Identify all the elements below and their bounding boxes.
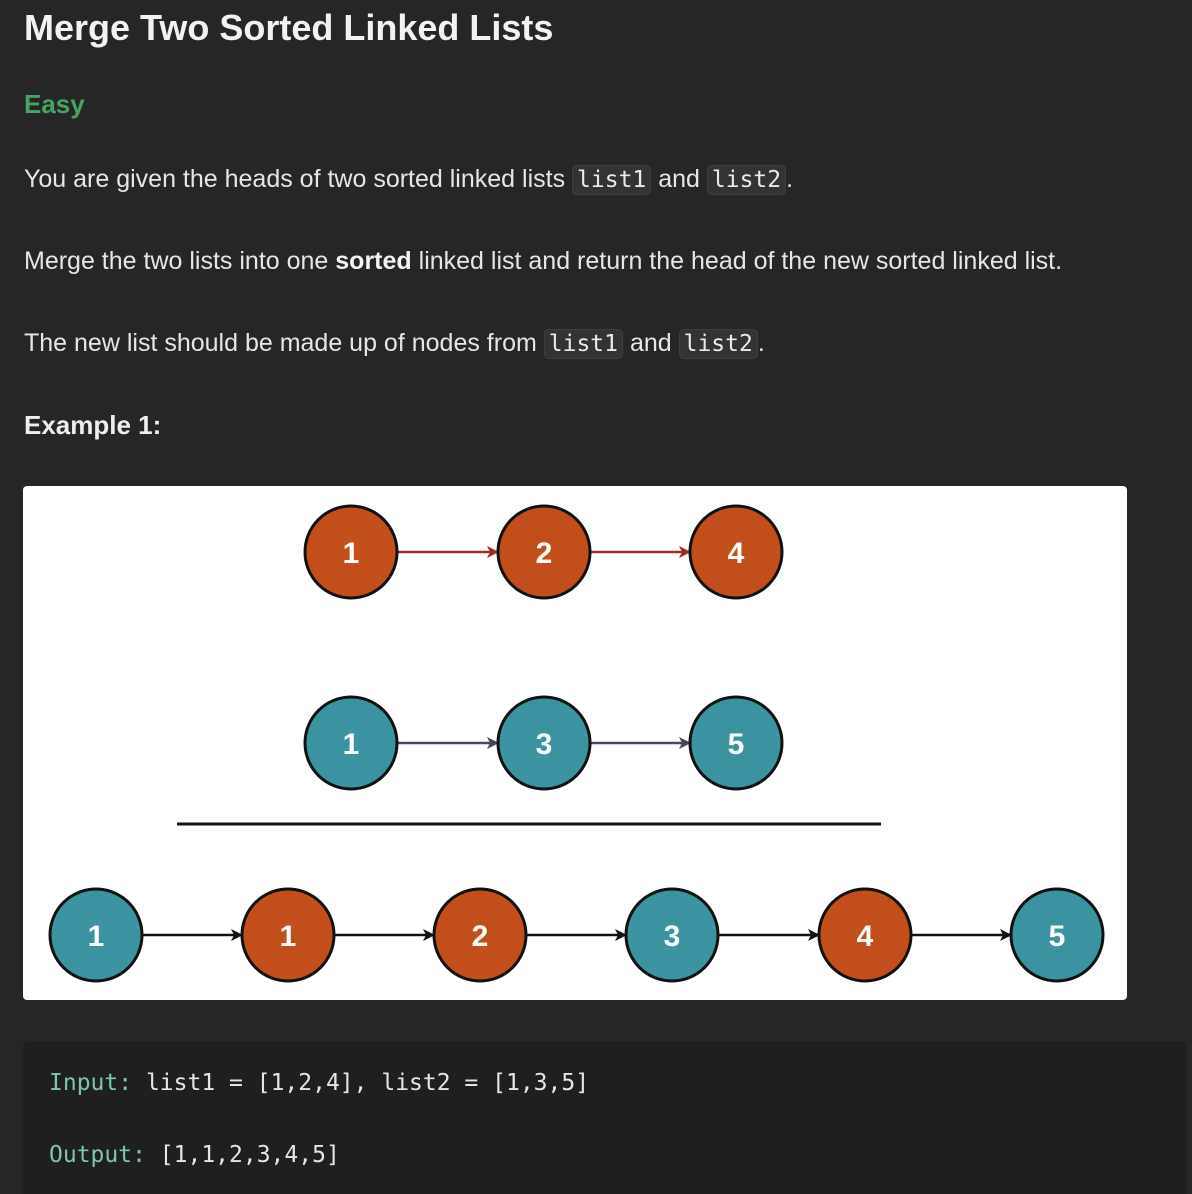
output-label: Output: <box>49 1142 146 1168</box>
list1-node <box>498 506 590 598</box>
inline-code-list2: list2 <box>679 329 758 359</box>
inline-code-list2: list2 <box>707 165 786 195</box>
text: . <box>786 165 794 193</box>
merged-node-value: 4 <box>856 920 874 953</box>
text: Merge the two lists into one <box>24 247 336 275</box>
list2-node <box>498 697 590 789</box>
list2-node-value: 1 <box>342 728 360 761</box>
example-heading: Example 1: <box>24 410 162 440</box>
example-figure <box>23 486 1127 1000</box>
merged-row <box>50 889 1103 981</box>
list1-node-value: 1 <box>342 537 360 570</box>
list1-node <box>690 506 782 598</box>
merged-node-value: 1 <box>279 920 297 953</box>
inline-code-list1: list1 <box>572 165 651 195</box>
output-line <box>49 1140 340 1170</box>
description-paragraph-3 <box>24 326 765 361</box>
merged-node-value: 1 <box>87 920 105 953</box>
input-label: Input: <box>49 1070 133 1096</box>
merged-node <box>242 889 334 981</box>
text: linked list and return the head of the new sorted linked list. <box>411 247 1063 275</box>
description-paragraph-2 <box>24 244 1062 278</box>
problem-title: Merge Two Sorted Linked Lists <box>24 7 554 48</box>
input-line <box>49 1068 589 1098</box>
merged-node-value: 3 <box>663 920 681 953</box>
description-paragraph-1 <box>24 162 793 197</box>
merged-node-value: 5 <box>1048 920 1066 953</box>
inline-code-list1: list1 <box>544 329 623 359</box>
list2-row <box>305 697 782 789</box>
merged-node <box>626 889 718 981</box>
example-io-block <box>23 1041 1186 1194</box>
merged-node <box>819 889 911 981</box>
merged-node <box>50 889 142 981</box>
list2-node <box>690 697 782 789</box>
merged-node-value: 2 <box>471 920 489 953</box>
difficulty-badge: Easy <box>24 89 85 119</box>
text: and <box>651 165 707 193</box>
linked-list-diagram <box>23 486 1127 1000</box>
input-value: list1 = [1,2,4], list2 = [1,3,5] <box>132 1070 590 1096</box>
text: and <box>623 329 679 357</box>
list1-node-value: 4 <box>727 537 745 570</box>
merged-node <box>434 889 526 981</box>
merged-node <box>1011 889 1103 981</box>
text: The new list should be made up of nodes from <box>24 329 544 357</box>
list2-node <box>305 697 397 789</box>
list2-node-value: 3 <box>535 728 553 761</box>
text: You are given the heads of two sorted linked lists <box>24 165 573 193</box>
list2-node-value: 5 <box>727 728 745 761</box>
bold-text: sorted <box>335 247 412 275</box>
list1-node <box>305 506 397 598</box>
list1-node-value: 2 <box>535 537 553 570</box>
list1-row <box>305 506 782 598</box>
text: . <box>757 329 765 357</box>
output-value: [1,1,2,3,4,5] <box>145 1142 340 1168</box>
